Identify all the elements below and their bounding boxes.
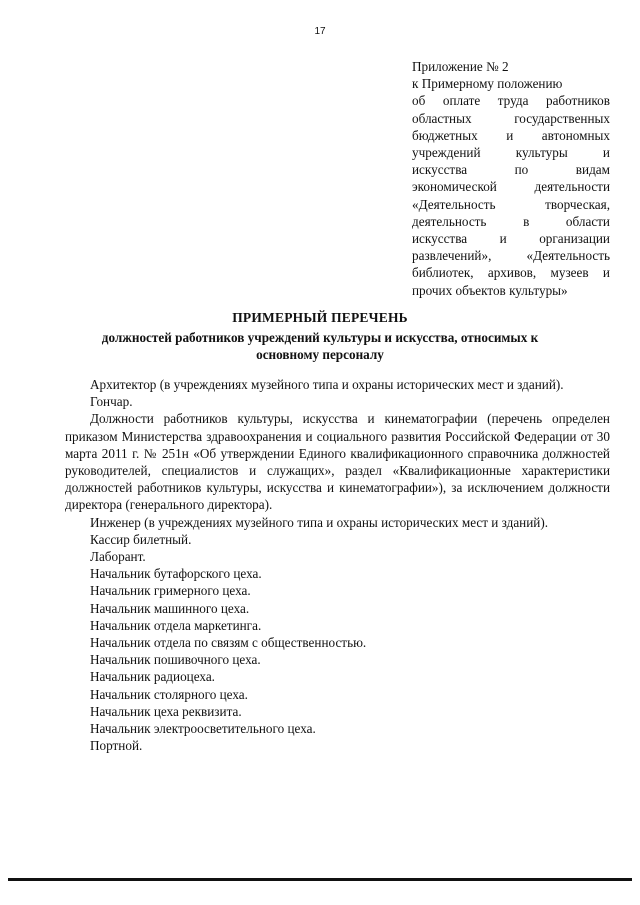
list-item: Начальник отдела маркетинга. [90, 617, 262, 633]
appendix-line: прочих объектов культуры» [412, 282, 568, 298]
appendix-line: библиотек, архивов, музеев и [412, 265, 610, 281]
list-item: Инженер (в учреждениях музейного типа и охраны исторических мест и зданий). [90, 514, 549, 530]
appendix-line: искусства и организации [412, 231, 610, 247]
appendix-line: развлечений», «Деятельность [412, 248, 610, 264]
appendix-line: бюджетных и автономных [412, 127, 610, 143]
list-item: Начальник машинного цеха. [90, 600, 250, 616]
list-item: Гончар. [90, 394, 133, 410]
appendix-block [412, 58, 610, 299]
list-item: Начальник электроосветительного цеха. [90, 721, 316, 737]
list-item: Начальник столярного цеха. [90, 686, 248, 702]
appendix-line: деятельность в области [412, 213, 610, 229]
page-number: 17 [314, 26, 326, 37]
list-item: Начальник отдела по связям с общественностью. [90, 635, 367, 651]
list-item: Начальник пошивочного цеха. [90, 652, 261, 668]
list-item: Начальник радиоцеха. [90, 669, 215, 685]
appendix-line: областных государственных [412, 110, 610, 126]
list-item: Начальник бутафорского цеха. [90, 566, 262, 582]
document-subtitle: должностей работников учреждений культуры и искусства, относимых к основному персоналу [101, 330, 539, 362]
list-item: Портной. [90, 738, 143, 754]
appendix-line: об оплате труда работников [412, 93, 610, 109]
list-item: Кассир билетный. [90, 531, 192, 547]
appendix-line: к Примерному положению [412, 76, 563, 92]
list-item: Должности работников культуры, искусства и кинематографии (перечень определен приказом Министерства здравоохранения и социального развития Российской Федерации от 30 марта 2011 г. № 251н «Об утверждении Единого квалификационного справочника должностей руководителей, специалистов и служащих», раздел «Квалификационные характеристики должностей работников культуры, искусства и кинематографии»), за исключением должности директора (генерального директора). [65, 411, 610, 513]
list-item: Начальник гримерного цеха. [90, 583, 251, 599]
list-item: Лаборант. [90, 549, 146, 565]
appendix-line: учреждений культуры и [412, 145, 610, 161]
positions-list [65, 376, 610, 754]
list-item: Начальник цеха реквизита. [90, 703, 242, 719]
appendix-line: Приложение № 2 [412, 59, 509, 74]
appendix-line: искусства по видам [412, 162, 610, 178]
appendix-line: «Деятельность творческая, [412, 196, 610, 212]
appendix-line: экономической деятельности [412, 179, 610, 195]
list-item: Архитектор (в учреждениях музейного типа и охраны исторических мест и зданий). [90, 377, 564, 392]
bottom-rule [8, 878, 632, 881]
document-title: ПРИМЕРНЫЙ ПЕРЕЧЕНЬ [232, 310, 408, 325]
